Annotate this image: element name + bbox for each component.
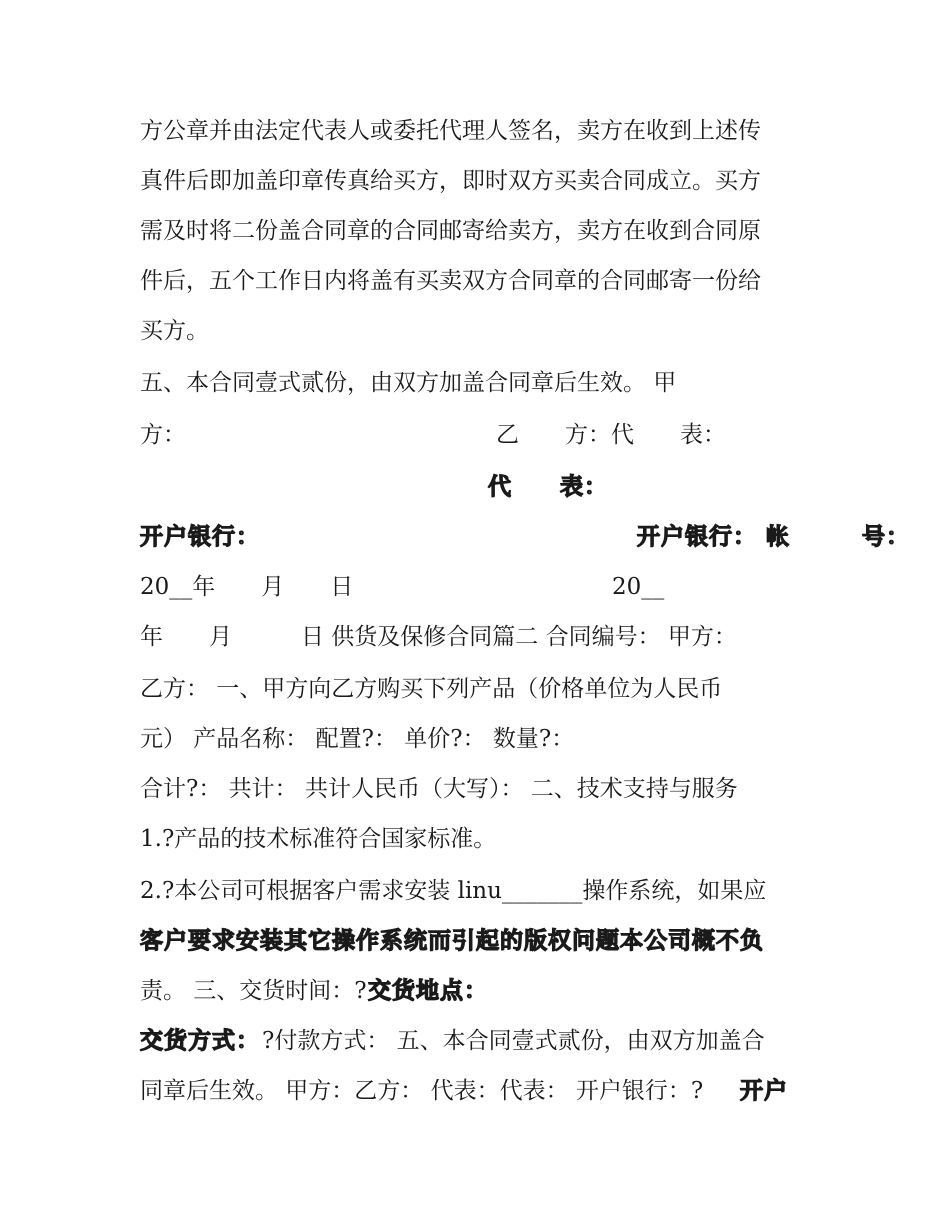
text-line: 1.?产品的技术标准符合国家标准。 — [140, 826, 497, 852]
text-line-outlined: 客户要求安装其它操作系统而引起的版权问题本公司概不负 — [140, 928, 764, 954]
text-line: 需及时将二份盖合同章的合同邮寄给卖方，卖方在收到合同原 — [140, 218, 761, 244]
date-a: 20__年 月 日 — [140, 574, 354, 600]
text-line: 乙方： 一、甲方向乙方购买下列产品（价格单位为人民币 — [140, 676, 723, 702]
text-line: 合计?： 共计： 共计人民币（大写）： 二、技术支持与服务 — [140, 776, 738, 802]
text-line: 方公章并由法定代表人或委托代理人签名，卖方在收到上述传 — [140, 118, 761, 144]
text-line: 件后，五个工作日内将盖有买卖双方合同章的合同邮寄一份给 — [140, 268, 761, 294]
signature-line: 同章后生效。 甲方：乙方： 代表：代表： 开户银行：? — [140, 1078, 704, 1104]
text-line: 2.?本公司可根据客户需求安装 linu_______操作系统，如果应 — [140, 878, 767, 904]
text-line: 年 月 日 供货及保修合同篇二 合同编号： 甲方： — [140, 624, 737, 650]
text-line: 真件后即加盖印章传真给买方，即时双方买卖合同成立。买方 — [140, 168, 761, 194]
text-line: 五、本合同壹式贰份，由双方加盖合同章后生效。 甲 — [140, 370, 677, 396]
delivery-time: 责。 三、交货时间：? — [140, 978, 367, 1004]
delivery-place-label: 交货地点： — [368, 978, 488, 1004]
bank-label-c: 开户 — [740, 1078, 788, 1104]
bank-label-b: 开户银行： 帐 号： — [637, 524, 911, 550]
text-line: 买方。 — [140, 318, 209, 344]
party-a-label: 方： — [140, 422, 186, 448]
payment-method: ?付款方式： 五、本合同壹式贰份，由双方加盖合 — [262, 1028, 765, 1054]
bank-label-a: 开户银行： — [140, 524, 260, 550]
representative-label: 代 表： — [488, 474, 608, 500]
delivery-method-label: 交货方式： — [140, 1028, 260, 1054]
date-b: 20__ — [612, 574, 665, 600]
party-b-label: 乙 方：代 表： — [496, 422, 726, 448]
text-line: 元） 产品名称： 配置?： 单价?： 数量?： — [140, 726, 575, 752]
